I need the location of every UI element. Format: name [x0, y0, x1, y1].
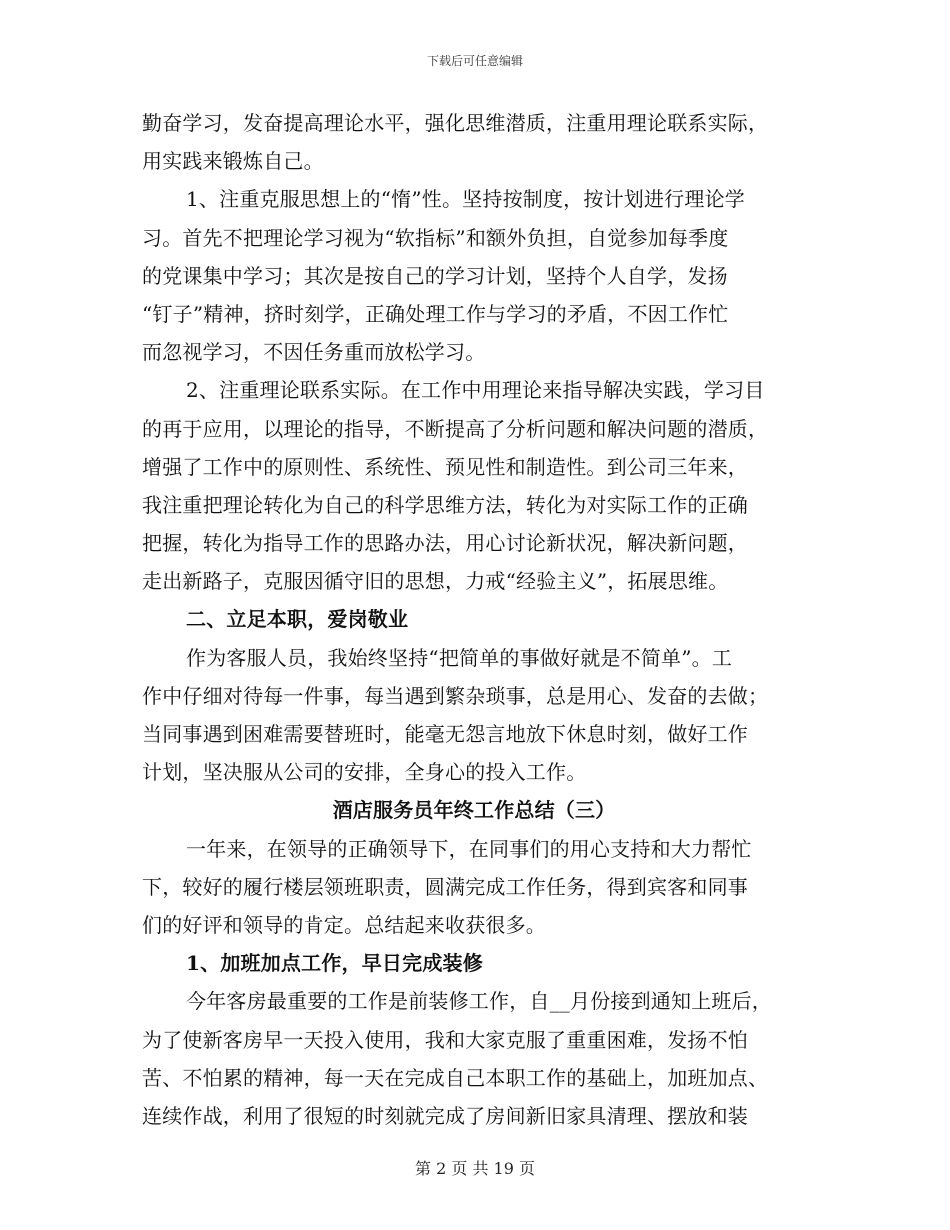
text-line: 为了使新客房早一天投入使用，我和大家克服了重重困难，发扬不怕 [142, 1027, 748, 1052]
text-line: 作为客服人员，我始终坚持“把简单的事做好就是不简单”。工 [186, 645, 733, 670]
header-note: 下载后可任意编辑 [426, 54, 523, 68]
text-line: 们的好评和领导的肯定。总结起来收获很多。 [142, 912, 546, 937]
text-line: 增强了工作中的原则性、系统性、预见性和制造性。到公司三年来， [142, 454, 748, 479]
text-line: 而忽视学习，不因任务重而放松学习。 [142, 340, 486, 365]
section-heading: 二、立足本职，爱岗敬业 [186, 607, 409, 632]
text-line: “钉子”精神，挤时刻学，正确处理工作与学习的矛盾，不因工作忙 [142, 301, 729, 326]
text-line: 当同事遇到困难需要替班时，能毫无怨言地放下休息时刻，做好工作 [142, 722, 748, 746]
text-line: 一年来，在领导的正确领导下，在同事们的用心支持和大力帮忙 [186, 836, 752, 861]
text-line: 作中仔细对待每一件事，每当遇到繁杂琐事，总是用心、发奋的去做； [142, 683, 769, 708]
text-line: 1、注重克服思想上的“惰”性。坚持按制度，按计划进行理论学 [186, 187, 745, 212]
text-line: 下，较好的履行楼层领班职责，圆满完成工作任务，得到宾客和同事 [142, 874, 748, 899]
text-line: 连续作战，利用了很短的时刻就完成了房间新旧家具清理、摆放和装 [142, 1103, 748, 1128]
section-title: 酒店服务员年终工作总结（三） [332, 798, 616, 823]
text-line: 今年客房最重要的工作是前装修工作，自__月份接到通知上班后， [186, 989, 772, 1014]
section-heading: 1、加班加点工作，早日完成装修 [186, 951, 483, 976]
text-line: 勤奋学习，发奋提高理论水平，强化思维潜质，注重用理论联系实际， [142, 111, 769, 135]
text-line: 走出新路子，克服因循守旧的思想，力戒“经验主义”，拓展思维。 [142, 569, 729, 594]
text-line: 计划，坚决服从公司的安排，全身心的投入工作。 [142, 760, 587, 785]
text-line: 习。首先不把理论学习视为“软指标”和额外负担，自觉参加每季度 [142, 225, 729, 250]
text-line: 2、注重理论联系实际。在工作中用理论来指导解决实践，学习目 [186, 378, 765, 403]
page-footer: 第 2 页 共 19 页 [415, 1159, 535, 1178]
text-line: 苦、不怕累的精神，每一天在完成自己本职工作的基础上，加班加点、 [142, 1065, 769, 1090]
text-line: 把握，转化为指导工作的思路办法，用心讨论新状况，解决新问题， [142, 531, 748, 556]
text-line: 的党课集中学习；其次是按自己的学习计划，坚持个人自学，发扬 [142, 263, 728, 288]
text-line: 的再于应用，以理论的指导，不断提高了分析问题和解决问题的潜质， [142, 416, 769, 441]
text-line: 我注重把理论转化为自己的科学思维方法，转化为对实际工作的正确 [142, 492, 748, 517]
text-line: 用实践来锻炼自己。 [142, 149, 324, 174]
document-body [142, 104, 806, 1135]
